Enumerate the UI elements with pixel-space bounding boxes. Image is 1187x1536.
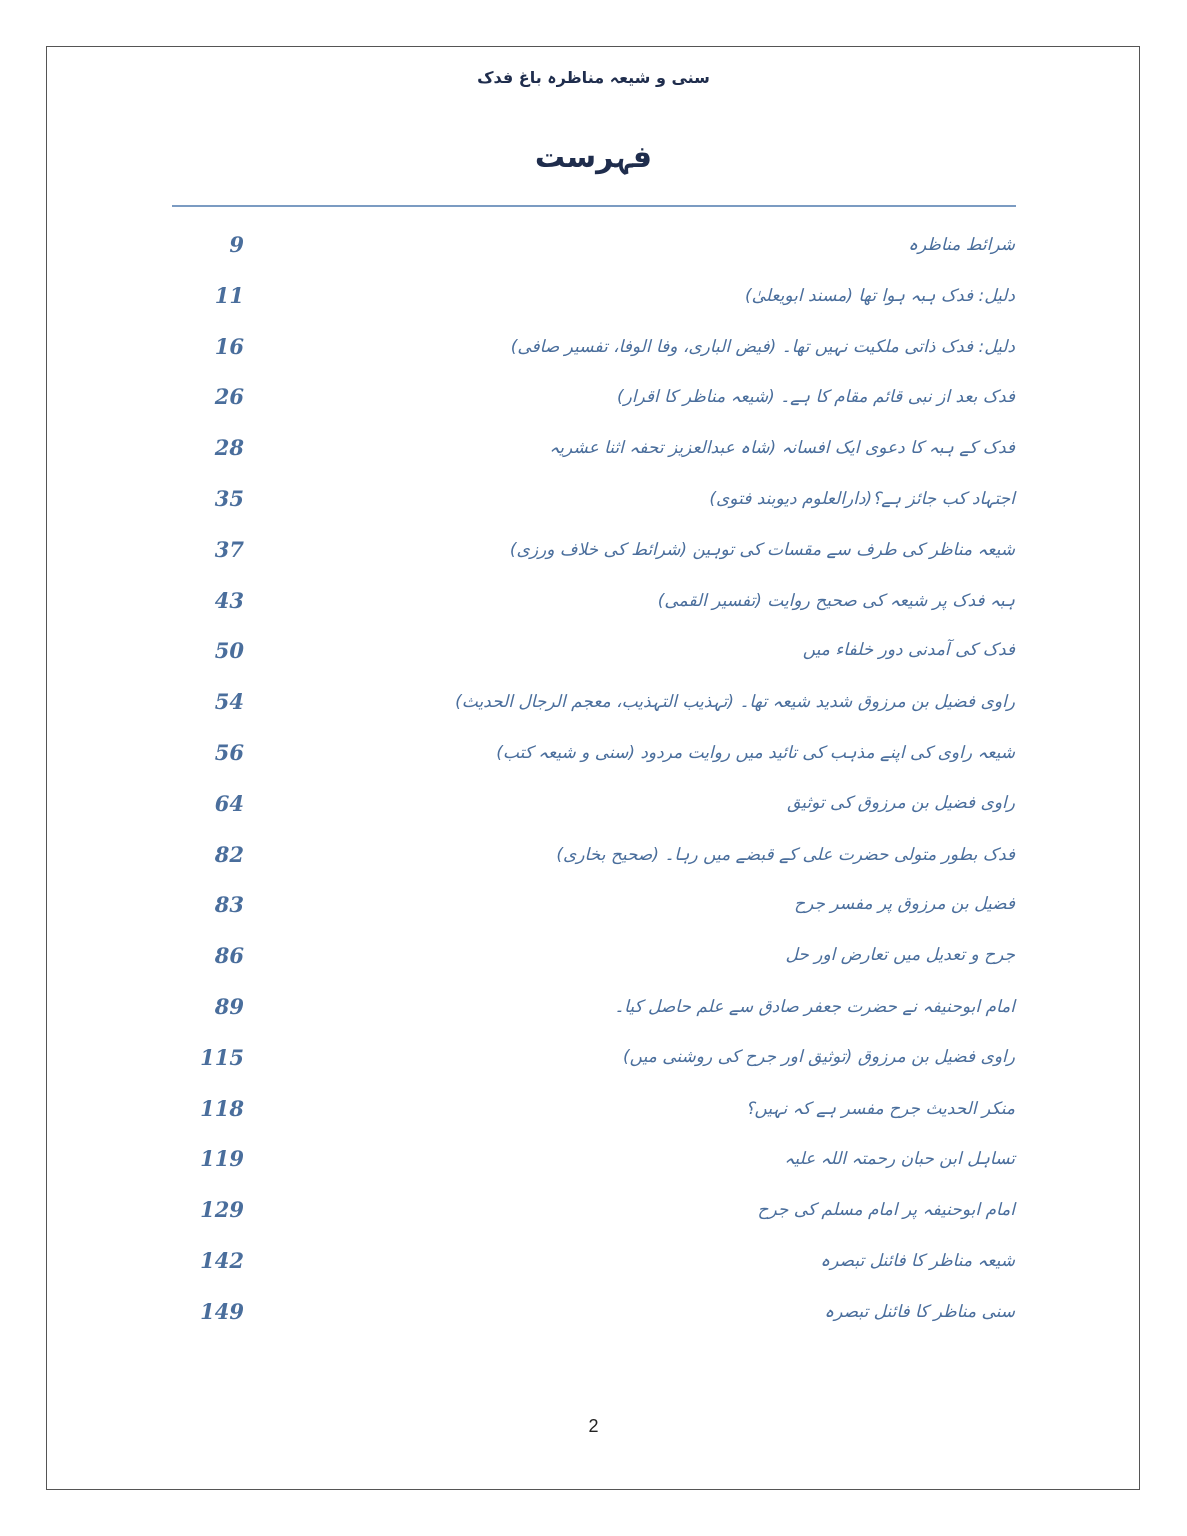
toc-entry-page: 28 — [214, 435, 244, 461]
toc-entry-label: سنی مناظر کا فائنل تبصرہ — [824, 1301, 1015, 1322]
toc-entry-label: منکر الحدیث جرح مفسر ہے کہ نہیں؟ — [745, 1098, 1015, 1119]
toc-entry[interactable] — [0, 1037, 1187, 1088]
toc-entry-label: جرح و تعدیل میں تعارض اور حل — [785, 945, 1015, 966]
toc-entry[interactable] — [0, 529, 1187, 580]
toc-entry-page: 11 — [214, 282, 244, 308]
toc-entry[interactable] — [0, 681, 1187, 732]
toc-entry[interactable] — [0, 1138, 1187, 1189]
toc-entry[interactable] — [0, 834, 1187, 885]
toc-entry-page: 16 — [214, 333, 244, 359]
toc-entry-label: شیعہ راوی کی اپنے مذہب کی تائید میں روایت مردود (سنی و شیعہ کتب) — [496, 742, 1015, 763]
toc-entry-label: شیعہ مناظر کا فائنل تبصرہ — [820, 1250, 1015, 1271]
toc-entry-page: 115 — [200, 1044, 244, 1070]
toc-entry-label: امام ابوحنیفہ پر امام مسلم کی جرح — [757, 1200, 1015, 1221]
toc-entry-label: دلیل: فدک ہبہ ہوا تھا (مسند ابویعلیٰ) — [745, 285, 1015, 306]
toc-entry-label: ہبہ فدک پر شیعہ کی صحیح روایت (تفسیر القمی) — [657, 590, 1015, 611]
toc-entry-page: 129 — [200, 1197, 244, 1223]
toc-entry-label: شرائط مناظرہ — [908, 235, 1015, 255]
toc-entry-page: 82 — [214, 841, 244, 867]
toc-entry-page: 54 — [214, 689, 244, 715]
toc-entry[interactable] — [0, 986, 1187, 1037]
toc-entry-page: 43 — [214, 587, 244, 613]
toc-entry[interactable] — [0, 1291, 1187, 1342]
toc-entry[interactable] — [0, 783, 1187, 834]
toc-entry[interactable] — [0, 478, 1187, 529]
page-number: 2 — [588, 1416, 599, 1436]
toc-entry-page: 89 — [214, 993, 244, 1019]
toc-entry-page: 142 — [200, 1247, 244, 1273]
toc-entry-label: فضیل بن مرزوق پر مفسر جرح — [794, 894, 1015, 915]
toc-entry[interactable] — [0, 376, 1187, 427]
toc-entry-page: 50 — [214, 638, 244, 664]
toc-entry[interactable] — [0, 732, 1187, 783]
toc-entry-label: فدک کے ہبہ کا دعوی ایک افسانہ (شاہ عبدالعزیز تحفہ اثنا عشریہ — [549, 438, 1015, 459]
toc-entry-page: 37 — [214, 536, 244, 562]
toc-entry[interactable] — [0, 630, 1187, 681]
toc-entry[interactable] — [0, 224, 1187, 275]
toc-entry-page: 83 — [214, 892, 244, 918]
toc-entry-label: فدک بطور متولی حضرت علی کے قبضے میں رہا۔ (صحیح بخاری) — [556, 844, 1015, 865]
toc-entry[interactable] — [0, 935, 1187, 986]
toc-entry-label: تساہل ابن حبان رحمتہ اللہ علیہ — [784, 1149, 1015, 1170]
toc-entry[interactable] — [0, 884, 1187, 935]
toc-entry-label: فدک بعد از نبی قائم مقام کا ہے۔ (شیعہ مناظر کا اقرار) — [616, 387, 1015, 408]
toc-entry-page: 9 — [229, 232, 244, 257]
toc-entry-page: 118 — [200, 1095, 244, 1121]
toc-entry[interactable] — [0, 1088, 1187, 1139]
toc-entry-label: اجتہاد کب جائز ہے؟(دارالعلوم دیوبند فتوی) — [709, 488, 1015, 509]
toc-entry-label: فدک کی آمدنی دور خلفاء میں — [802, 640, 1015, 661]
toc-entry[interactable] — [0, 1189, 1187, 1240]
toc-entry-label: راوی فضیل بن مرزوق کی توثیق — [787, 792, 1015, 813]
toc-entry-page: 64 — [214, 790, 244, 816]
toc-entry-label: دلیل: فدک ذاتی ملکیت نہیں تھا۔ (فیض الباری، وفا الوفا، تفسیر صافی) — [510, 336, 1015, 357]
toc-entry-page: 86 — [214, 943, 244, 969]
title-divider — [172, 205, 1016, 207]
toc-entry[interactable] — [0, 1240, 1187, 1291]
toc-list — [0, 224, 1187, 1342]
running-header: سنی و شیعہ مناظرہ باغ فدک — [477, 68, 710, 87]
toc-entry-label: امام ابوحنیفہ نے حضرت جعفر صادق سے علم حاصل کیا۔ — [614, 996, 1015, 1017]
toc-entry-label: راوی فضیل بن مرزوق شدید شیعہ تھا۔ (تہذیب التہذیب، معجم الرجال الحدیث) — [455, 692, 1015, 713]
toc-entry[interactable] — [0, 275, 1187, 326]
toc-entry-page: 35 — [214, 485, 244, 511]
toc-entry-page: 149 — [200, 1298, 244, 1324]
toc-entry-page: 26 — [214, 384, 244, 410]
toc-entry[interactable] — [0, 326, 1187, 377]
toc-entry-label: شیعہ مناظر کی طرف سے مقسات کی توہین (شرائط کی خلاف ورزی) — [509, 539, 1015, 560]
toc-entry[interactable] — [0, 427, 1187, 478]
toc-entry-page: 119 — [200, 1146, 244, 1172]
toc-title: فہرست — [534, 140, 653, 175]
toc-entry-label: راوی فضیل بن مرزوق (توثیق اور جرح کی روشنی میں) — [623, 1046, 1015, 1067]
toc-entry[interactable] — [0, 580, 1187, 631]
toc-entry-page: 56 — [214, 739, 244, 765]
